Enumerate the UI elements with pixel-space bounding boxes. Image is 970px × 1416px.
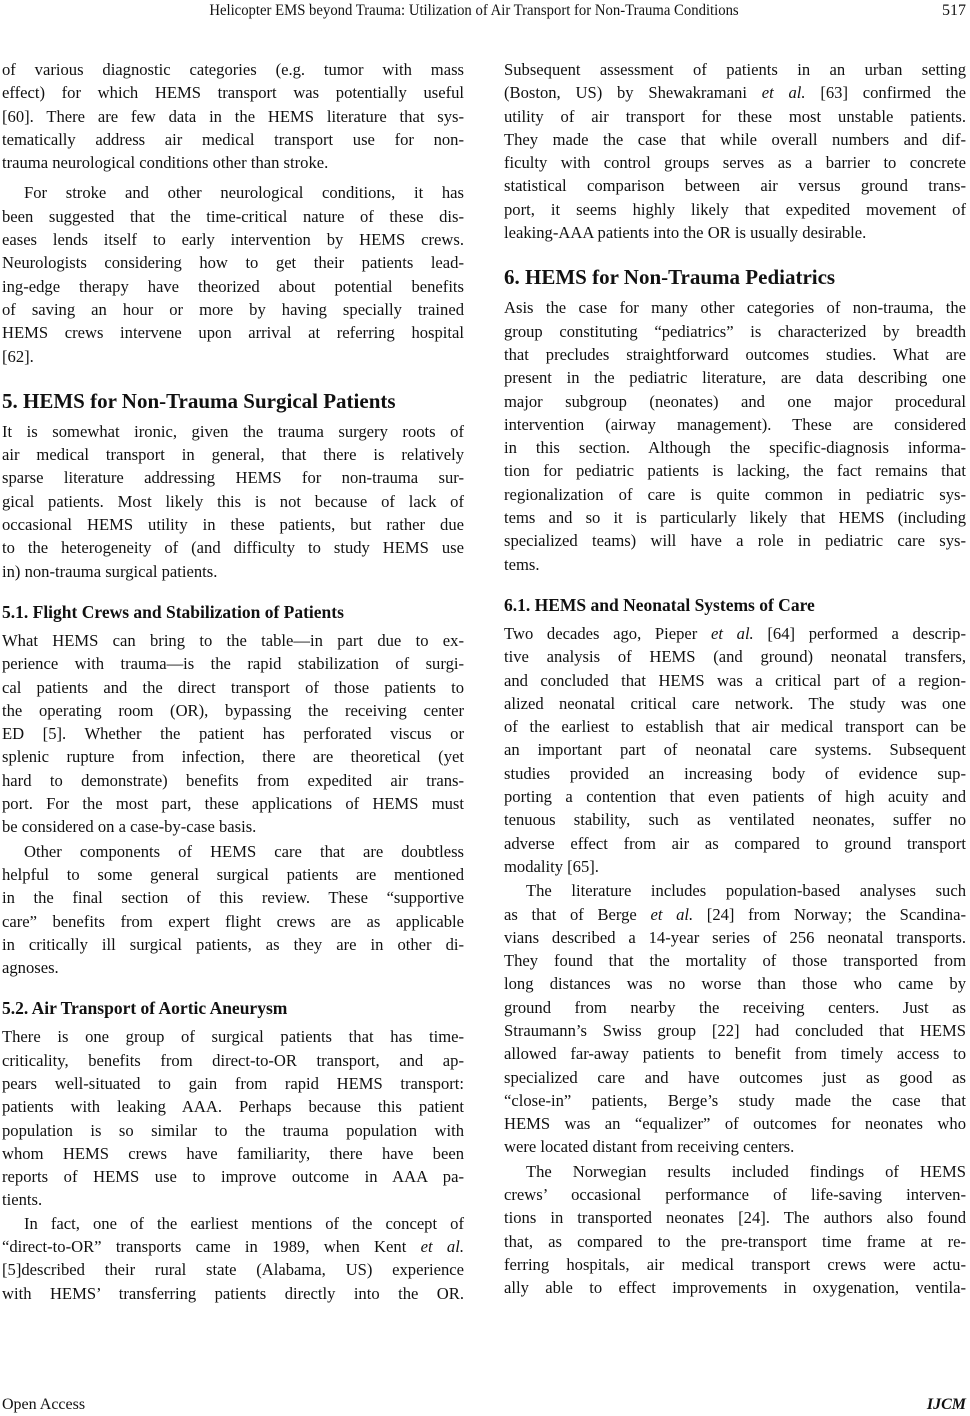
text-line: whom HEMS crews have familiarity, there have been bbox=[2, 1143, 464, 1163]
text-line: ally able to effect improvements in oxygenation, ventila- bbox=[504, 1278, 966, 1298]
text-line: specialized teams) will have a role in pediatric care sys- bbox=[504, 531, 966, 551]
paragraph bbox=[2, 1212, 464, 1305]
text-line: [60]. There are few data in the HEMS literature that sys- bbox=[2, 106, 464, 126]
text-line: sparse literature addressing HEMS for non-trauma sur- bbox=[2, 468, 464, 488]
text-line: of the earliest to establish that air medical transport can be bbox=[504, 717, 966, 737]
text-line: statistical comparison between air versus ground trans- bbox=[504, 176, 966, 196]
text-line: and concluded that HEMS was a critical part of a region- bbox=[504, 670, 966, 690]
text-line: been suggested that the time-critical nature of these dis- bbox=[2, 206, 464, 226]
text-line: care” benefits from expert flight crews are as applicable bbox=[2, 911, 464, 931]
text-line: Subsequent assessment of patients in an urban setting bbox=[504, 60, 966, 79]
text-line: group constituting “pediatrics” is characterized by breadth bbox=[504, 321, 966, 341]
paragraph bbox=[504, 879, 966, 1159]
text-line: For stroke and other neurological conditions, it has bbox=[24, 183, 464, 203]
text-line: intervention (airway management). These are considered bbox=[504, 414, 966, 434]
text-line: allowed far-away patients to benefit from timely access to bbox=[504, 1044, 966, 1064]
paragraph bbox=[504, 1160, 966, 1300]
text-line: tion for pediatric patients is lacking, the fact remains that bbox=[504, 461, 966, 481]
citation-et-al: et al. bbox=[761, 83, 806, 103]
text-line: of various diagnostic categories (e.g. tumor with mass bbox=[2, 60, 464, 79]
text-line: HEMS was an “equalizer” of outcomes for neonates who bbox=[504, 1114, 966, 1134]
text-line: Straumann’s Swiss group [22] had concluded that HEMS bbox=[504, 1020, 966, 1040]
subsection-heading-5-2: 5.2. Air Transport of Aortic Aneurysm bbox=[2, 998, 288, 1019]
citation-et-al: et al. bbox=[650, 904, 694, 924]
running-header bbox=[0, 0, 970, 22]
text-line: studies provided an increasing body of evidence sup- bbox=[504, 763, 966, 783]
text-line: regionalization of care is quite common in pediatric sys- bbox=[504, 484, 966, 504]
paragraph bbox=[2, 840, 464, 980]
text-line: (Boston, US) by Shewakramani et al. [63] confirmed the bbox=[504, 83, 966, 103]
journal-abbrev: IJCM bbox=[926, 1396, 966, 1413]
text-line: What HEMS can bring to the table—in part due to ex- bbox=[2, 630, 464, 650]
text-line: in critically ill surgical patients, as they are in other di- bbox=[2, 934, 464, 954]
text-line: Other components of HEMS care that are doubtless bbox=[24, 841, 464, 861]
text-line: present in the pediatric literature, are data describing one bbox=[504, 368, 966, 388]
text-line: They found that the mortality of those transported from bbox=[504, 951, 966, 971]
text-line: in this section. Although the specific-diagnosis informa- bbox=[504, 438, 966, 458]
text-line: trauma neurological conditions other than stroke. bbox=[2, 153, 329, 173]
section-heading-5: 5. HEMS for Non-Trauma Surgical Patients bbox=[2, 388, 396, 413]
text-line: leaking-AAA patients into the OR is usually desirable. bbox=[504, 223, 867, 243]
text-line: as that of Berge et al. [24] from Norway; the Scandina- bbox=[504, 904, 966, 924]
paragraph bbox=[2, 420, 464, 583]
text-line: alized neonatal critical care network. The study was one bbox=[504, 693, 966, 713]
text-line: reports of HEMS use to improve outcome in AAA pa- bbox=[2, 1167, 464, 1187]
text-line: were located distant from receiving centers. bbox=[504, 1137, 795, 1157]
text-line: of saving an hour or more by having specially trained bbox=[2, 299, 464, 319]
paragraph bbox=[504, 58, 966, 244]
text-line: an important part of neonatal care systems. Subsequent bbox=[504, 740, 966, 760]
text-line: porting a contention that even patients of high acuity and bbox=[504, 787, 966, 807]
paragraph bbox=[2, 58, 464, 174]
paragraph bbox=[504, 296, 966, 576]
citation-et-al: et al. bbox=[420, 1237, 464, 1257]
text-line: eases lends itself to early intervention by HEMS crews. bbox=[2, 230, 464, 250]
text-line: tematically address air medical transport use for non- bbox=[2, 129, 464, 149]
text-line: crews’ occasional performance of life-saving interven- bbox=[504, 1185, 966, 1205]
text-line: Two decades ago, Pieper et al. [64] performed a descrip- bbox=[504, 623, 966, 643]
text-line: [62]. bbox=[2, 346, 34, 366]
text-line: There is one group of surgical patients that has time- bbox=[2, 1027, 464, 1047]
section-heading-6: 6. HEMS for Non-Trauma Pediatrics bbox=[504, 265, 836, 290]
paragraph bbox=[2, 181, 464, 367]
text-line: long distances was no worse than those who came by bbox=[504, 974, 966, 994]
text-line: in) non-trauma surgical patients. bbox=[2, 561, 218, 581]
citation-et-al: et al. bbox=[711, 623, 754, 643]
text-line: ED [5]. Whether the patient has perforated viscus or bbox=[2, 724, 464, 744]
text-line: effect) for which HEMS transport was potentially useful bbox=[2, 83, 464, 103]
text-line: cal patients and the direct transport of those patients to bbox=[2, 677, 464, 697]
running-title: Helicopter EMS beyond Trauma: Utilization of Air Transport for Non-Trauma Conditions bbox=[209, 2, 739, 19]
text-line: vians described a 14-year series of 256 neonatal transports. bbox=[504, 927, 966, 947]
text-line: that, as compared to the pre-transport time frame at re- bbox=[504, 1231, 966, 1251]
text-line: specialized care and have outcomes just as good as bbox=[504, 1067, 966, 1087]
text-line: criticality, benefits from direct-to-OR transport, and ap- bbox=[2, 1050, 464, 1070]
open-access-label: Open Access bbox=[2, 1396, 86, 1413]
text-line: that precludes straightforward outcomes studies. What are bbox=[504, 344, 966, 364]
text-line: air medical transport in general, that there is relatively bbox=[2, 445, 464, 465]
page-footer bbox=[0, 1394, 970, 1416]
text-line: port. For the most part, these applications of HEMS must bbox=[2, 794, 464, 814]
subsection-heading-5-1: 5.1. Flight Crews and Stabilization of Patients bbox=[2, 601, 344, 622]
text-line: helpful to some general surgical patients are mentioned bbox=[2, 864, 464, 884]
text-line: Neurologists considering how to get their patients lead- bbox=[2, 253, 464, 273]
text-line: The literature includes population-based analyses such bbox=[526, 881, 966, 901]
text-line: ficulty with control groups serves as a barrier to concrete bbox=[504, 153, 966, 173]
text-line: [5]described their rural state (Alabama, US) experience bbox=[2, 1260, 464, 1280]
text-line: patients with leaking AAA. Perhaps because this patient bbox=[2, 1097, 464, 1117]
text-line: port, it seems highly likely that expedited movement of bbox=[504, 199, 966, 219]
text-line: ground from nearby the receiving centers. Just as bbox=[504, 997, 966, 1017]
text-line: pears well-situated to gain from rapid HEMS transport: bbox=[2, 1073, 464, 1093]
text-line: Asis the case for many other categories of non-trauma, the bbox=[504, 298, 966, 318]
text-line: utility of air transport for these most unstable patients. bbox=[504, 106, 966, 126]
paragraph bbox=[2, 629, 464, 839]
text-line: In fact, one of the earliest mentions of the concept of bbox=[24, 1213, 464, 1233]
text-line: perience with trauma—is the rapid stabilization of surgi- bbox=[2, 654, 464, 674]
text-line: agnoses. bbox=[2, 958, 59, 978]
paragraph bbox=[504, 622, 966, 878]
text-line: tive analysis of HEMS (and ground) neonatal transfers, bbox=[504, 647, 966, 667]
page-number: 517 bbox=[942, 2, 966, 19]
text-line: ing-edge therapy have theorized about potential benefits bbox=[2, 276, 464, 296]
text-line: tions in transported neonates [24]. The authors also found bbox=[504, 1208, 966, 1228]
text-line: HEMS crews intervene upon arrival at referring hospital bbox=[2, 323, 464, 343]
text-line: “direct-to-OR” transports came in 1989, when Kent et al. bbox=[2, 1237, 464, 1257]
text-line: hard to demonstrate) benefits from expedited air trans- bbox=[2, 770, 464, 790]
text-line: tients. bbox=[2, 1190, 43, 1210]
text-line: tems. bbox=[504, 554, 540, 574]
left-column bbox=[2, 58, 464, 1305]
text-line: ferring hospitals, air medical transport crews were actu- bbox=[504, 1254, 966, 1274]
text-line: the operating room (OR), bypassing the receiving center bbox=[2, 700, 464, 720]
text-line: tenuous stability, such as ventilated neonates, suffer no bbox=[504, 810, 966, 830]
right-column bbox=[504, 58, 966, 1300]
text-line: splenic rupture from infection, there are theoretical (yet bbox=[2, 747, 464, 767]
text-line: in the final section of this review. These “supportive bbox=[2, 888, 464, 908]
text-line: modality [65]. bbox=[504, 856, 599, 876]
text-line: “close-in” patients, Berge’s study made the case that bbox=[504, 1090, 966, 1110]
text-line: The Norwegian results included findings of HEMS bbox=[526, 1161, 966, 1181]
text-line: They made the case that while overall numbers and dif- bbox=[504, 129, 966, 149]
text-line: population is so similar to the trauma population with bbox=[2, 1120, 464, 1140]
text-line: with HEMS’ transferring patients directly into the OR. bbox=[2, 1283, 464, 1303]
text-line: be considered on a case-by-case basis. bbox=[2, 817, 257, 837]
text-line: occasional HEMS utility in these patients, but rather due bbox=[2, 515, 464, 535]
subsection-heading-6-1: 6.1. HEMS and Neonatal Systems of Care bbox=[504, 594, 815, 615]
text-line: major subgroup (neonates) and one major procedural bbox=[504, 391, 966, 411]
text-line: to the heterogeneity of (and difficulty to study HEMS use bbox=[2, 538, 464, 558]
text-line: tems and so it is particularly likely that HEMS (including bbox=[504, 508, 966, 528]
paragraph bbox=[2, 1025, 464, 1211]
text-line: gical patients. Most likely this is not because of lack of bbox=[2, 491, 464, 511]
text-line: adverse effect from air as compared to ground transport bbox=[504, 833, 966, 853]
text-line: It is somewhat ironic, given the trauma surgery roots of bbox=[2, 421, 464, 441]
